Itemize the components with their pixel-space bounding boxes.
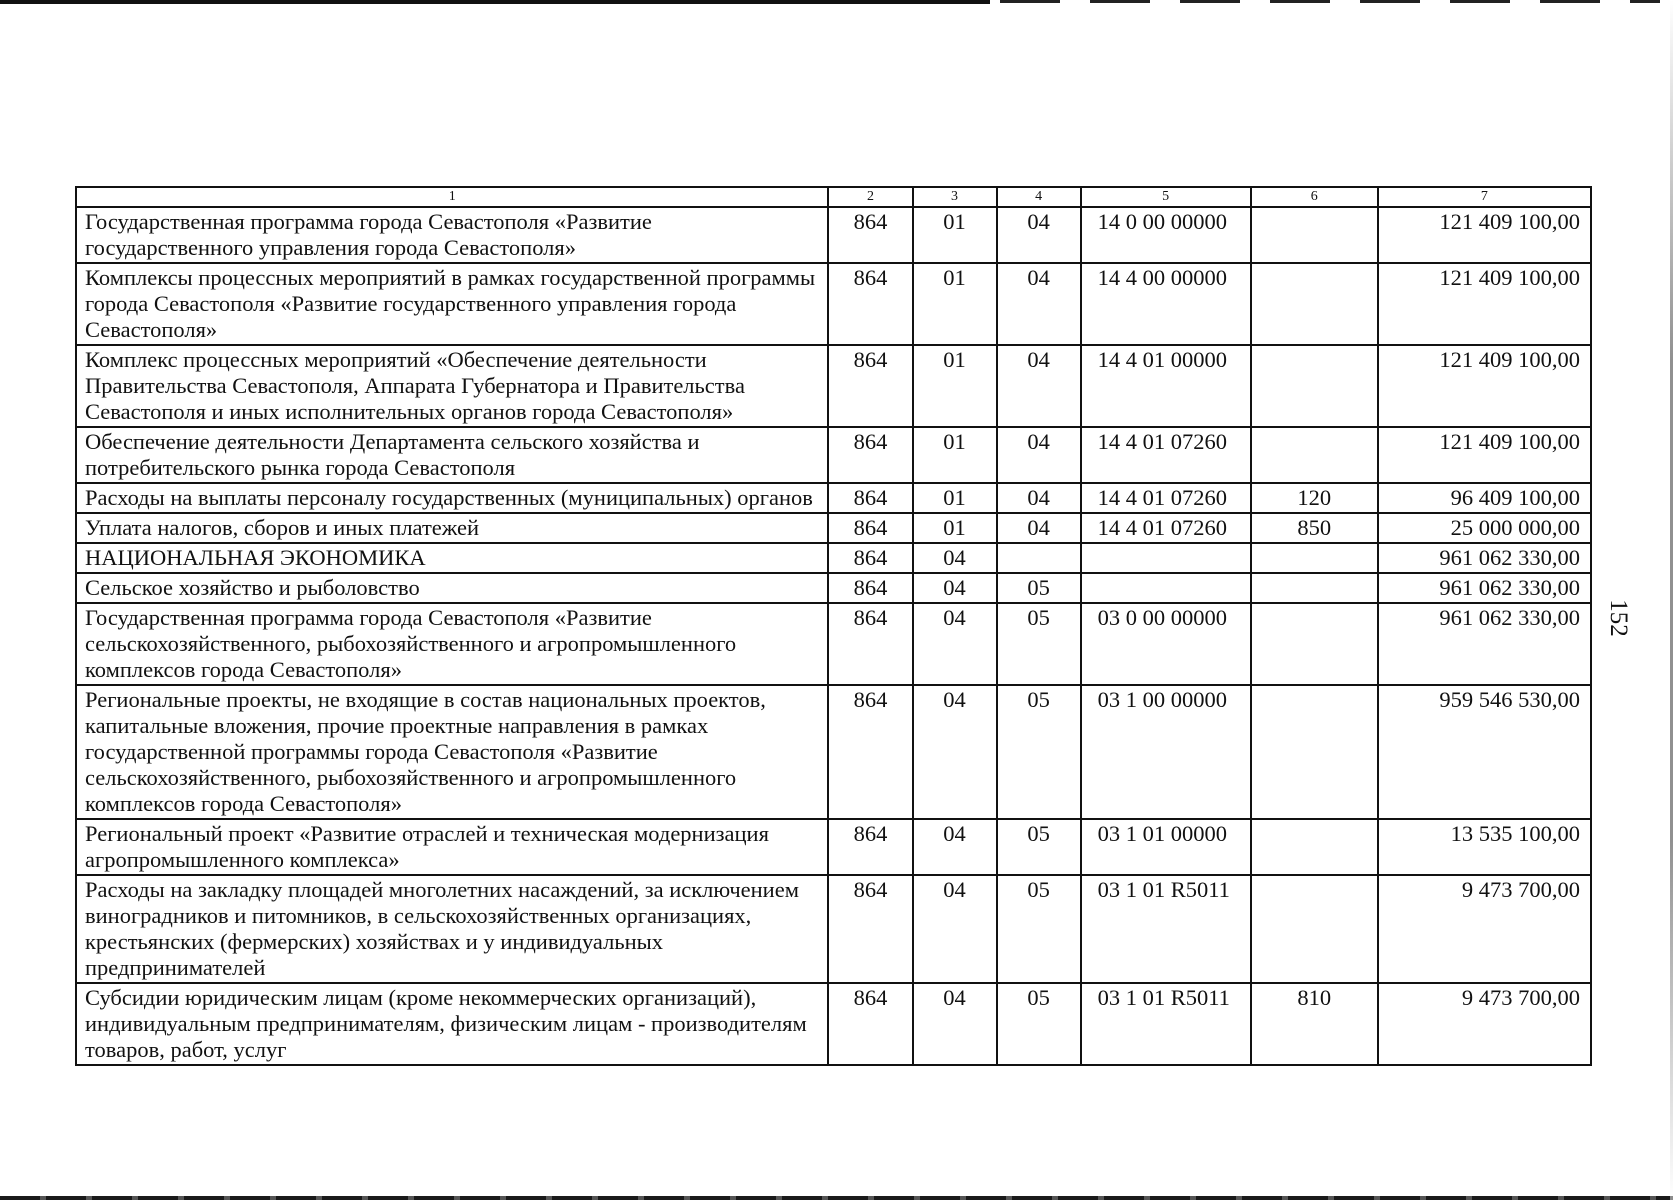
- cell-col-7: 961 062 330,00: [1378, 573, 1591, 603]
- cell-col-3: 04: [913, 603, 997, 685]
- cell-col-7: 959 546 530,00: [1378, 685, 1591, 819]
- cell-col-2: 864: [828, 685, 912, 819]
- scan-edge-top: [0, 0, 990, 4]
- cell-col-5: 14 4 01 07260: [1081, 483, 1251, 513]
- cell-col-5: 03 1 01 R5011: [1081, 875, 1251, 983]
- cell-col-2: 864: [828, 513, 912, 543]
- cell-col-3: 01: [913, 345, 997, 427]
- cell-col-5: 03 0 00 00000: [1081, 603, 1251, 685]
- cell-col-2: 864: [828, 263, 912, 345]
- cell-col-2: 864: [828, 207, 912, 263]
- cell-col-4: 04: [997, 483, 1081, 513]
- cell-col-3: 01: [913, 513, 997, 543]
- cell-col-7: 121 409 100,00: [1378, 263, 1591, 345]
- cell-item-name: Комплексы процессных мероприятий в рамках государственной программы города Севастополя «Развитие государственного управления города Севастополя»: [76, 263, 828, 345]
- header-cell-7: 7: [1378, 187, 1591, 207]
- table-body: [76, 207, 1591, 1065]
- header-row: [76, 187, 1591, 207]
- cell-col-7: 961 062 330,00: [1378, 603, 1591, 685]
- cell-col-7: 13 535 100,00: [1378, 819, 1591, 875]
- cell-col-7: 121 409 100,00: [1378, 345, 1591, 427]
- header-cell-5: 5: [1081, 187, 1251, 207]
- cell-col-6: [1251, 207, 1378, 263]
- cell-col-4: 04: [997, 263, 1081, 345]
- cell-col-3: 04: [913, 543, 997, 573]
- cell-col-7: 96 409 100,00: [1378, 483, 1591, 513]
- table-row: [76, 263, 1591, 345]
- cell-item-name: НАЦИОНАЛЬНАЯ ЭКОНОМИКА: [76, 543, 828, 573]
- cell-col-6: [1251, 345, 1378, 427]
- cell-col-2: 864: [828, 345, 912, 427]
- table-row: [76, 345, 1591, 427]
- table-row: [76, 483, 1591, 513]
- table-row: [76, 819, 1591, 875]
- cell-item-name: Государственная программа города Севастополя «Развитие сельскохозяйственного, рыбохозяйственного и агропромышленного комплексов города Севастополя»: [76, 603, 828, 685]
- cell-col-7: 961 062 330,00: [1378, 543, 1591, 573]
- header-cell-6: 6: [1251, 187, 1378, 207]
- cell-col-5: [1081, 543, 1251, 573]
- cell-col-5: 03 1 01 00000: [1081, 819, 1251, 875]
- cell-col-3: 01: [913, 427, 997, 483]
- scan-edge-bottom: [0, 1196, 1673, 1200]
- header-cell-2: 2: [828, 187, 912, 207]
- table-row: [76, 513, 1591, 543]
- cell-col-7: 9 473 700,00: [1378, 983, 1591, 1065]
- cell-col-6: 810: [1251, 983, 1378, 1065]
- cell-col-6: [1251, 543, 1378, 573]
- cell-col-5: 14 4 01 07260: [1081, 513, 1251, 543]
- header-cell-4: 4: [997, 187, 1081, 207]
- cell-col-6: 120: [1251, 483, 1378, 513]
- header-cell-1: 1: [76, 187, 828, 207]
- cell-col-5: 03 1 00 00000: [1081, 685, 1251, 819]
- header-cell-3: 3: [913, 187, 997, 207]
- cell-item-name: Комплекс процессных мероприятий «Обеспечение деятельности Правительства Севастополя, Аппарата Губернатора и Правительства Севастополя и иных исполнительных органов города Севастополя»: [76, 345, 828, 427]
- cell-col-3: 01: [913, 263, 997, 345]
- table-row: [76, 427, 1591, 483]
- cell-col-2: 864: [828, 603, 912, 685]
- cell-col-6: [1251, 819, 1378, 875]
- cell-item-name: Расходы на закладку площадей многолетних насаждений, за исключением виноградников и питомников, в сельскохозяйственных организациях, крестьянских (фермерских) хозяйствах и у индивидуальных предпринимателей: [76, 875, 828, 983]
- table-row: [76, 875, 1591, 983]
- cell-col-4: 05: [997, 819, 1081, 875]
- cell-col-6: [1251, 427, 1378, 483]
- cell-col-4: 04: [997, 427, 1081, 483]
- cell-col-4: 05: [997, 983, 1081, 1065]
- cell-col-3: 01: [913, 207, 997, 263]
- cell-col-2: 864: [828, 427, 912, 483]
- cell-col-3: 01: [913, 483, 997, 513]
- cell-col-3: 04: [913, 983, 997, 1065]
- cell-col-5: [1081, 573, 1251, 603]
- cell-col-6: [1251, 573, 1378, 603]
- cell-col-2: 864: [828, 983, 912, 1065]
- table-row: [76, 207, 1591, 263]
- cell-col-2: 864: [828, 819, 912, 875]
- cell-col-4: 04: [997, 345, 1081, 427]
- budget-table: [75, 186, 1592, 1066]
- cell-item-name: Расходы на выплаты персоналу государственных (муниципальных) органов: [76, 483, 828, 513]
- cell-col-5: 14 0 00 00000: [1081, 207, 1251, 263]
- cell-col-2: 864: [828, 573, 912, 603]
- cell-col-6: 850: [1251, 513, 1378, 543]
- cell-col-6: [1251, 875, 1378, 983]
- table-row: [76, 603, 1591, 685]
- cell-col-2: 864: [828, 543, 912, 573]
- cell-col-6: [1251, 263, 1378, 345]
- cell-item-name: Сельское хозяйство и рыболовство: [76, 573, 828, 603]
- table-row: [76, 573, 1591, 603]
- cell-col-5: 14 4 00 00000: [1081, 263, 1251, 345]
- table-row: [76, 685, 1591, 819]
- cell-col-5: 14 4 01 07260: [1081, 427, 1251, 483]
- cell-col-3: 04: [913, 875, 997, 983]
- cell-col-7: 121 409 100,00: [1378, 207, 1591, 263]
- cell-col-4: [997, 543, 1081, 573]
- table-header: [76, 187, 1591, 207]
- cell-item-name: Субсидии юридическим лицам (кроме некоммерческих организаций), индивидуальным предпринимателям, физическим лицам - производителям товаров, работ, услуг: [76, 983, 828, 1065]
- cell-col-4: 04: [997, 513, 1081, 543]
- cell-col-5: 03 1 01 R5011: [1081, 983, 1251, 1065]
- cell-col-4: 05: [997, 875, 1081, 983]
- cell-col-2: 864: [828, 483, 912, 513]
- cell-col-7: 9 473 700,00: [1378, 875, 1591, 983]
- table-row: [76, 543, 1591, 573]
- cell-col-4: 05: [997, 685, 1081, 819]
- cell-col-6: [1251, 685, 1378, 819]
- cell-col-4: 04: [997, 207, 1081, 263]
- cell-col-5: 14 4 01 00000: [1081, 345, 1251, 427]
- cell-col-7: 121 409 100,00: [1378, 427, 1591, 483]
- cell-col-4: 05: [997, 573, 1081, 603]
- scan-edge-top-dashes: [1000, 0, 1660, 3]
- cell-item-name: Государственная программа города Севастополя «Развитие государственного управления города Севастополя»: [76, 207, 828, 263]
- cell-col-2: 864: [828, 875, 912, 983]
- cell-col-3: 04: [913, 573, 997, 603]
- cell-col-7: 25 000 000,00: [1378, 513, 1591, 543]
- cell-item-name: Обеспечение деятельности Департамента сельского хозяйства и потребительского рынка города Севастополя: [76, 427, 828, 483]
- cell-item-name: Региональные проекты, не входящие в состав национальных проектов, капитальные вложения, прочие проектные направления в рамках государственной программы города Севастополя «Развитие сельскохозяйственного, рыбохозяйственного и агропромышленного комплексов города Севастополя»: [76, 685, 828, 819]
- cell-col-6: [1251, 603, 1378, 685]
- page-number: 152: [1605, 599, 1632, 637]
- table-row: [76, 983, 1591, 1065]
- cell-item-name: Уплата налогов, сборов и иных платежей: [76, 513, 828, 543]
- cell-col-4: 05: [997, 603, 1081, 685]
- cell-col-3: 04: [913, 819, 997, 875]
- cell-col-3: 04: [913, 685, 997, 819]
- cell-item-name: Региональный проект «Развитие отраслей и техническая модернизация агропромышленного комплекса»: [76, 819, 828, 875]
